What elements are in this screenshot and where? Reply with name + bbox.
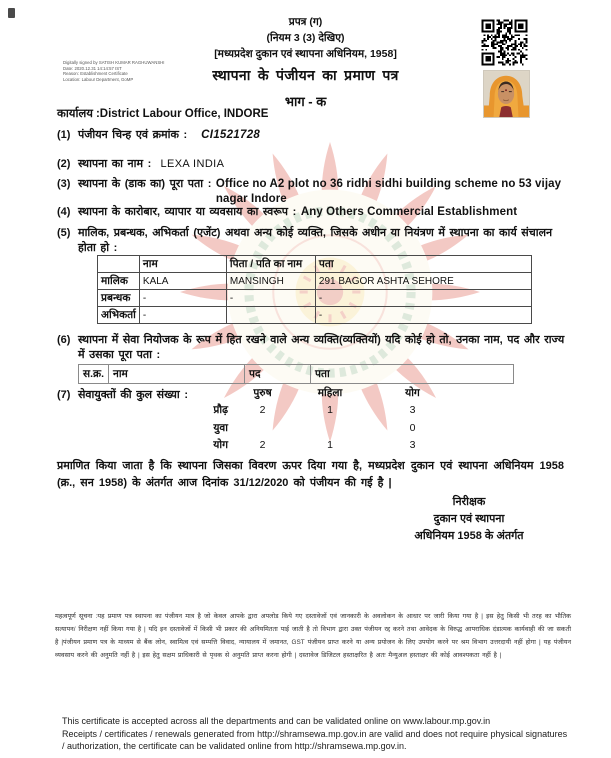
owner-role: मालिक [98,273,140,290]
owner-address: - [315,290,531,307]
count-total: 0 [409,421,416,434]
footer-line: This certificate is accepted across all the departments and can be validated online on www.labour.mp.gov.in [62,716,491,726]
employers-header-address: पता [311,365,514,384]
count-header-total: योग [405,386,420,399]
count-male: 2 [259,439,266,452]
signature-block [393,494,545,545]
digital-signature-line: Date: 2020.12.31 14:14:57 IST [63,65,122,71]
owner-role: प्रबन्धक [98,290,140,307]
owners-header-father: पिता / पति का नाम [226,256,315,273]
count-header-female: महिला [317,386,343,399]
count-row-label: युवा [213,421,228,434]
employers-header-sno: स.क्र. [79,365,109,384]
item-number: (4) [57,206,71,218]
owners-table-row [98,273,532,290]
registration-number-label: पंजीयन चिन्ह एवं क्रमांक : [78,129,188,141]
item-number: (3) [57,178,71,190]
owners-section-label [57,226,567,256]
part-label: भाग - क [284,94,327,109]
registration-number-value: CI1521728 [201,129,261,141]
address-value: Office no A2 plot no 36 ridhi sidhi building scheme no 53 vijay nagar Indore [215,178,562,205]
owners-table [97,255,532,324]
employee-count-header-row [170,384,460,402]
owners-header-blank [98,256,140,273]
item-number: (5) [57,227,71,239]
owner-father-name [226,307,315,324]
count-header-male: पुरुष [253,386,272,399]
owners-clause-text: मालिक, प्रबन्धक, अभिकर्ता (एजेंट) अथवा अन्य कोई व्यक्ति, जिसके अधीन या नियंत्रण में स्थापना का कार्य संचालन होता हो : [78,227,553,254]
count-female: 1 [327,404,333,417]
item-number: (1) [57,129,71,141]
employers-section-label [57,333,569,363]
count-female: 1 [327,439,333,452]
digital-signature-line: Reason: Establishment Certificate [63,71,128,77]
owner-father-name: MANSINGH [226,273,315,290]
owner-address: 291 BAGOR ASHTA SEHORE [315,273,531,290]
item-number: (6) [57,334,71,346]
count-male [230,419,295,437]
employee-count-label: सेवायुक्तों की कुल संख्या : [78,389,188,401]
registration-number-row [57,128,260,143]
certification-text: प्रमाणित किया जाता है कि स्थापना जिसका विवरण ऊपर दिया गया है, मध्यप्रदेश दुकान एवं स्थापना अधिनियम 1958 (क्र., सन 1958) के अंतर्गत आज दिनांक 31/12/2020 को पंजीयन की गई है | [57,460,564,489]
business-type-label: स्थापना के कारोबार, व्यापार या व्यवसाय का स्वरूप : [78,206,297,218]
disclaimer-text: महत्वपूर्ण सूचना :यह प्रमाण पत्र स्थापना का पंजीयन मात्र है जो केवल आपके द्वारा अपलोड किये गए दस्तावेजों एवं जानकारी के अवलोकन के आधार पर जारी किया गया है | इस हेतु किसी भी तरह का भौतिक सत्यापन/ निरीक्षण नहीं किया गया है | यदि इन दस्तावेजों में किसी भी प्रकार की अनियमितता पाई जाती है तो विभाग द्वारा उक्त पंजीयन रद्द करने तथा आवेदक के विरुद्ध आपराधिक दंडात्मक कार्यवाही की जा सकती है |पंजीयन प्रमाण पत्र के माध्यम से बैंक लोन, स्वामित्व एवं सम्पत्ति विवाद, न्यायालय में जमानत, GST पंजीयन प्राप्त करने या अन्य प्रयोजन के लिए उपयोग करने पर श्रम विभाग उत्तरदायी नहीं होगा | यह पंजीयन व्यवसाय करने की अनुमति नहीं है | इस हेतु सक्षम प्राधिकारी से पृथक से अनुमति प्राप्त करना होगी | दस्तावेज डिजिटल हस्ताक्षरित है अतः मैन्युअल हस्ताक्षर की कोई आवश्यकता नहीं है | [55,613,571,659]
employee-count-grid [170,384,460,454]
employee-count-row [170,402,460,420]
count-female [295,419,365,437]
owner-role: अभिकर्ता [98,307,140,324]
employers-header-post: पद [245,365,311,384]
form-number: प्रपत्र (ग) [288,16,323,28]
footer-line: Receipts / certificates / renewals generated from http://shramsewa.mp.gov.in are valid and does not require physical signatures [62,728,568,739]
owners-table-header-row [98,256,532,273]
owner-name: - [139,307,226,324]
count-total: 3 [409,439,416,452]
item-number: (2) [57,158,71,170]
rule-reference: (नियम 3 (3) देखिए) [266,32,345,44]
employee-count-label-row [57,388,188,403]
act-reference: [मध्यप्रदेश दुकान एवं स्थापना अधिनियम, 1958] [214,48,397,60]
establishment-name-value: LEXA INDIA [160,158,225,170]
digital-signature-line: Location: Labour Department, GoMP [63,76,134,82]
owners-header-address: पता [315,256,531,273]
footer-note [62,715,582,753]
employers-table [78,364,514,384]
count-row-label: योग [213,439,228,452]
address-row [57,177,568,206]
owners-table-row [98,307,532,324]
count-male: 2 [259,404,266,417]
certificate-title: स्थापना के पंजीयन का प्रमाण पत्र [212,67,399,83]
owners-header-name: नाम [139,256,226,273]
count-total: 3 [409,404,416,417]
owners-table-row [98,290,532,307]
item-number: (7) [57,389,71,401]
employers-header-name: नाम [109,365,245,384]
owner-name: KALA [139,273,226,290]
employee-count-row [170,437,460,455]
office-value: :District Labour Office, INDORE [95,108,269,120]
inspector-act: अधिनियम 1958 के अंतर्गत [414,530,524,542]
establishment-name-row [57,157,224,172]
inspector-title: निरीक्षक [452,496,486,508]
digital-signature-line: Digitally signed by SATISH KUMAR RAGHUWANSHI [63,60,165,65]
count-row-label: प्रौढ़ [213,404,228,417]
owner-address: - [315,307,531,324]
address-label: स्थापना के (डाक का) पूरा पता : [78,178,212,190]
inspector-dept: दुकान एवं स्थापना [433,513,505,525]
business-type-value: Any Others Commercial Establishment [300,206,518,218]
employers-table-header-row [79,365,514,384]
office-line [57,106,268,121]
employers-clause-text: स्थापना में सेवा नियोजक के रूप में हित रखने वाले अन्य व्यक्ति(व्यक्तियों) यदि कोई हो तो, उनका नाम, पद और राज्य में उसका पूरा पता : [78,334,565,361]
owner-name: - [139,290,226,307]
footer-line: / authorization, the certificate can be validated online from http://shramsewa.mp.gov.in. [62,741,407,751]
employee-count-row [170,419,460,437]
applicant-photo [483,70,530,118]
establishment-name-label: स्थापना का नाम : [78,158,152,170]
business-type-row [57,205,517,220]
owner-father-name: - [226,290,315,307]
qr-code-icon [477,16,532,69]
office-label: कार्यालय [57,108,93,120]
